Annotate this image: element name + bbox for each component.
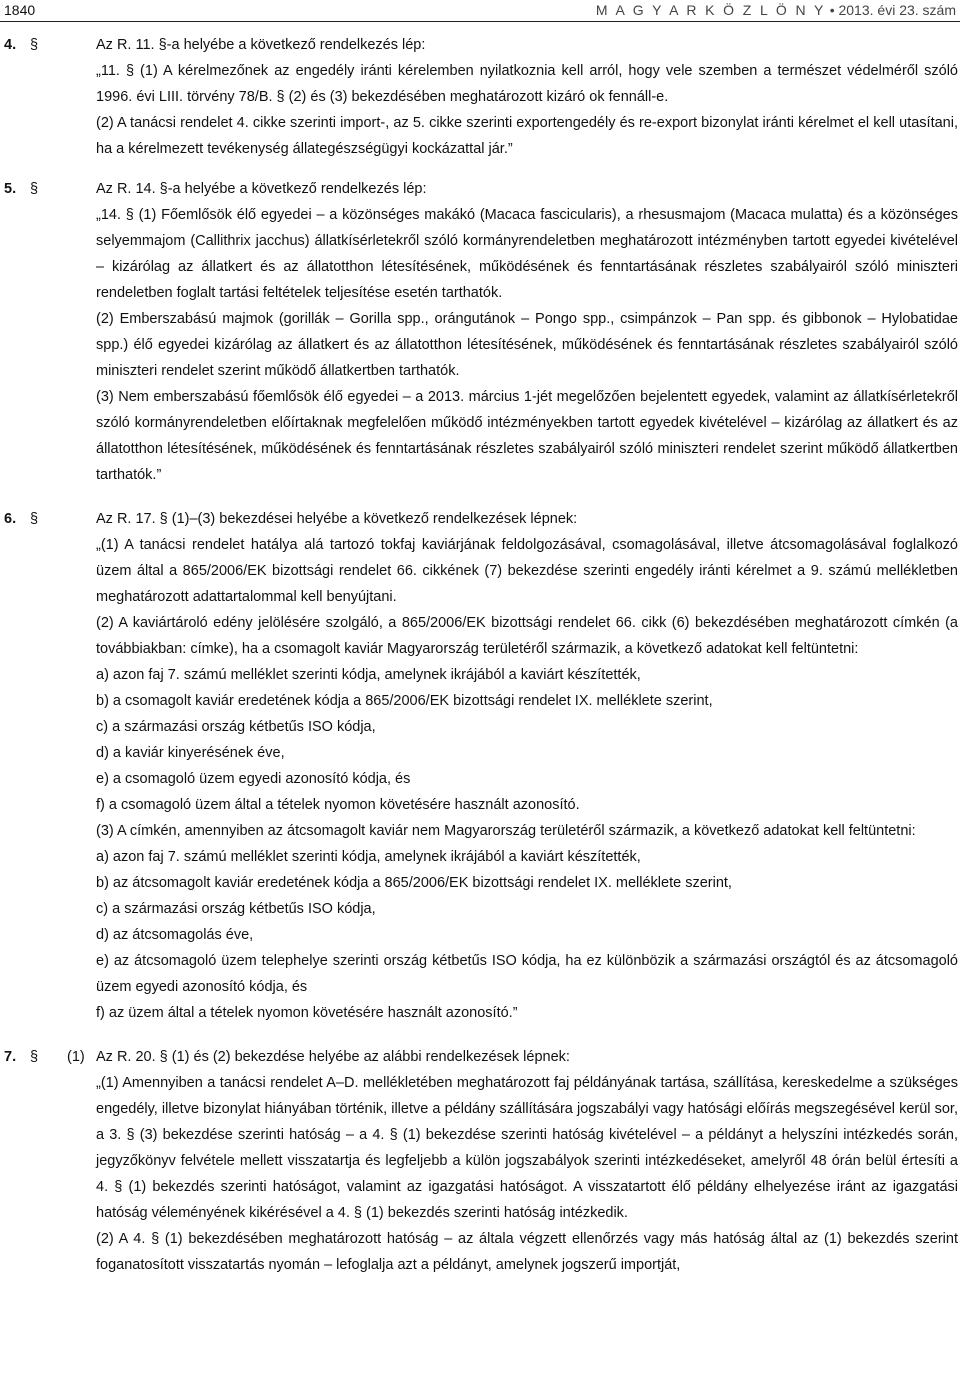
section-body [96,176,958,488]
paragraph: (2) A 4. § (1) bekezdésében meghatározott hatóság – az általa végzett ellenőrzés vagy más hatóság által az (1) bekezdés szerint foganatosított visszatartás nyomán – lefoglalja azt a példányt, amelynek jogszerű importját, [96,1231,958,1273]
paragraph: „(1) A tanácsi rendelet hatálya alá tartozó tokfaj kaviárjának feldolgozásával, csomagolásával, illetve átcsomagolásával foglalkozó üzem által a 865/2006/EK bizottsági rendelet 66. cikkének (7) bekezdése szerinti engedély iránti kérelmet a 9. számú mellékletben meghatározott adattartalommal kell benyújtani. [96,537,958,605]
list-item: b) a csomagolt kaviár eredetének kódja a 865/2006/EK bizottsági rendelet IX. melléklete szerint, [96,693,713,709]
paragraph: (2) Emberszabású majmok (gorillák – Gorilla spp., orángutánok – Pongo spp., csimpánzok – Pan spp. és gibbonok – Hylobatidae spp.) élő egyedei kizárólag az állatkert és az állatotthon létesítésének, működésének és fenntartásának részletes szabályairól szóló miniszteri rendelet szerint működő állatkertben tarthatók. [96,311,958,379]
list-item: e) az átcsomagoló üzem telephelye szerinti ország kétbetűs ISO kódja, ha ez különbözik a származási országtól és az átcsomagoló üzem egyedi azonosító kódja, és [96,953,958,995]
list-item: c) a származási ország kétbetűs ISO kódja, [96,901,376,917]
section-number: 5. [4,181,17,197]
journal-header [596,2,956,18]
section-number: 7. [4,1049,17,1065]
list-item: e) a csomagoló üzem egyedi azonosító kódja, és [96,771,411,787]
paragraph: (3) Nem emberszabású főemlősök élő egyedei – a 2013. március 1-jét megelőzően bejelentett egyedek, valamint az állatkísérletekről szóló kormányrendeletben előírtaknak megfelelően működő intézményekben tartott egyedek kivételével – kizárólag az állatkert és az állatotthon létesítésének, működésének és fenntartásának részletes szabályairól szóló miniszteri rendelet szerint működő állatkertben tarthatók.” [96,389,958,483]
header-bullet: • [829,2,835,18]
list-item: f) az üzem által a tételek nyomon követésére használt azonosító.” [96,1005,518,1021]
section-4 [0,32,960,162]
list-item: b) az átcsomagolt kaviár eredetének kódja a 865/2006/EK bizottsági rendelet IX. melléklete szerint, [96,875,732,891]
section-symbol: § [30,511,39,527]
section-5 [0,176,960,488]
list-item: a) azon faj 7. számú melléklet szerinti kódja, amelynek ikrájából a kaviárt készítették, [96,849,641,865]
paragraph: Az R. 11. §-a helyébe a következő rendelkezés lép: [96,37,426,53]
section-body [96,32,958,162]
section-number: 6. [4,511,17,527]
paragraph: „14. § (1) Főemlősök élő egyedei – a közönséges makákó (Macaca fascicularis), a rhesusmajom (Macaca mulatta) és a közönséges selyemmajom (Callithrix jacchus) állatkísérletekről szóló kormányrendeletben meghatározott intézményben tartott egyedei kivételével – kizárólag az állatkert és az állatotthon létesítésének, működésének és fenntartásának részletes szabályairól szóló miniszteri rendeletben foglalt tartási feltételek teljesítése esetén tarthatók. [96,207,958,301]
paragraph: (3) A címkén, amennyiben az átcsomagolt kaviár nem Magyarország területéről származik, a következő adatokat kell feltüntetni: [96,823,916,839]
list-item: c) a származási ország kétbetűs ISO kódja, [96,719,376,735]
section-symbol: § [30,37,39,53]
paragraph: „11. § (1) A kérelmezőnek az engedély iránti kérelemben nyilatkoznia kell arról, hogy vele szemben a természet védelméről szóló 1996. évi LIII. törvény 78/B. § (2) és (3) bekezdésében meghatározott kizáró ok fennáll-e. [96,63,958,105]
list-item: d) az átcsomagolás éve, [96,927,254,943]
document-body [0,32,960,1278]
list-item: a) azon faj 7. számú melléklet szerinti kódja, amelynek ikrájából a kaviárt készítették, [96,667,641,683]
section-number: 4. [4,37,17,53]
section-symbol: § [30,181,39,197]
section-body [96,1044,958,1278]
paragraph: (2) A tanácsi rendelet 4. cikke szerinti import-, az 5. cikke szerinti exportengedély és re-export bizonylat iránti kérelmet el kell utasítani, ha a kérelmezett tevékenység állategészségügyi kockázattal jár.” [96,115,958,157]
section-6 [0,506,960,1026]
section-body [96,506,958,1026]
list-item: f) a csomagoló üzem által a tételek nyomon követésére használt azonosító. [96,797,580,813]
paragraph: (2) A kaviártároló edény jelölésére szolgáló, a 865/2006/EK bizottsági rendelet 66. cikk (6) bekezdésében meghatározott címkén (a továbbiakban: címke), ha a csomagolt kaviár Magyarország területéről származik, a következő adatokat kell feltüntetni: [96,615,958,657]
page-header [0,0,960,26]
paragraph: „(1) Amennyiben a tanácsi rendelet A–D. mellékletében meghatározott faj példányának tartása, szállítása, kereskedelme a szükséges engedély, illetve bizonylat hiányában történik, illetve a példány szállítására jogszabályi vagy hatósági előírás megszegésével kerül sor, a 3. § (3) bekezdése szerinti hatóság – a 4. § (1) bekezdése szerinti hatóság kivételével – a példányt a helyszíni intézkedés során, jegyzőkönyv felvétele mellett visszatartja és legfeljebb a külön jogszabályok szerinti intézkedéseket, amelyről 48 órán belül értesíti a 4. § (1) bekezdés szerinti hatóságot, valamint az igazgatási hatóságot. A visszatartott élő példány elhelyezése iránt az igazgatási hatóság véleményének kikérésével a 4. § (1) bekezdés szerinti hatóság intézkedik. [96,1075,958,1221]
issue-label: 2013. évi 23. szám [838,2,956,18]
header-rule [0,21,960,22]
list-item: d) a kaviár kinyerésének éve, [96,745,285,761]
paragraph: Az R. 17. § (1)–(3) bekezdései helyébe a következő rendelkezések lépnek: [96,511,578,527]
subsection-number: (1) [67,1049,85,1065]
journal-title: M A G Y A R K Ö Z L Ö N Y [595,2,826,18]
paragraph: Az R. 14. §-a helyébe a következő rendelkezés lép: [96,181,427,197]
page-number: 1840 [4,2,36,18]
section-7 [0,1044,960,1278]
paragraph: Az R. 20. § (1) és (2) bekezdése helyébe az alábbi rendelkezések lépnek: [96,1049,570,1065]
section-symbol: § [30,1049,39,1065]
